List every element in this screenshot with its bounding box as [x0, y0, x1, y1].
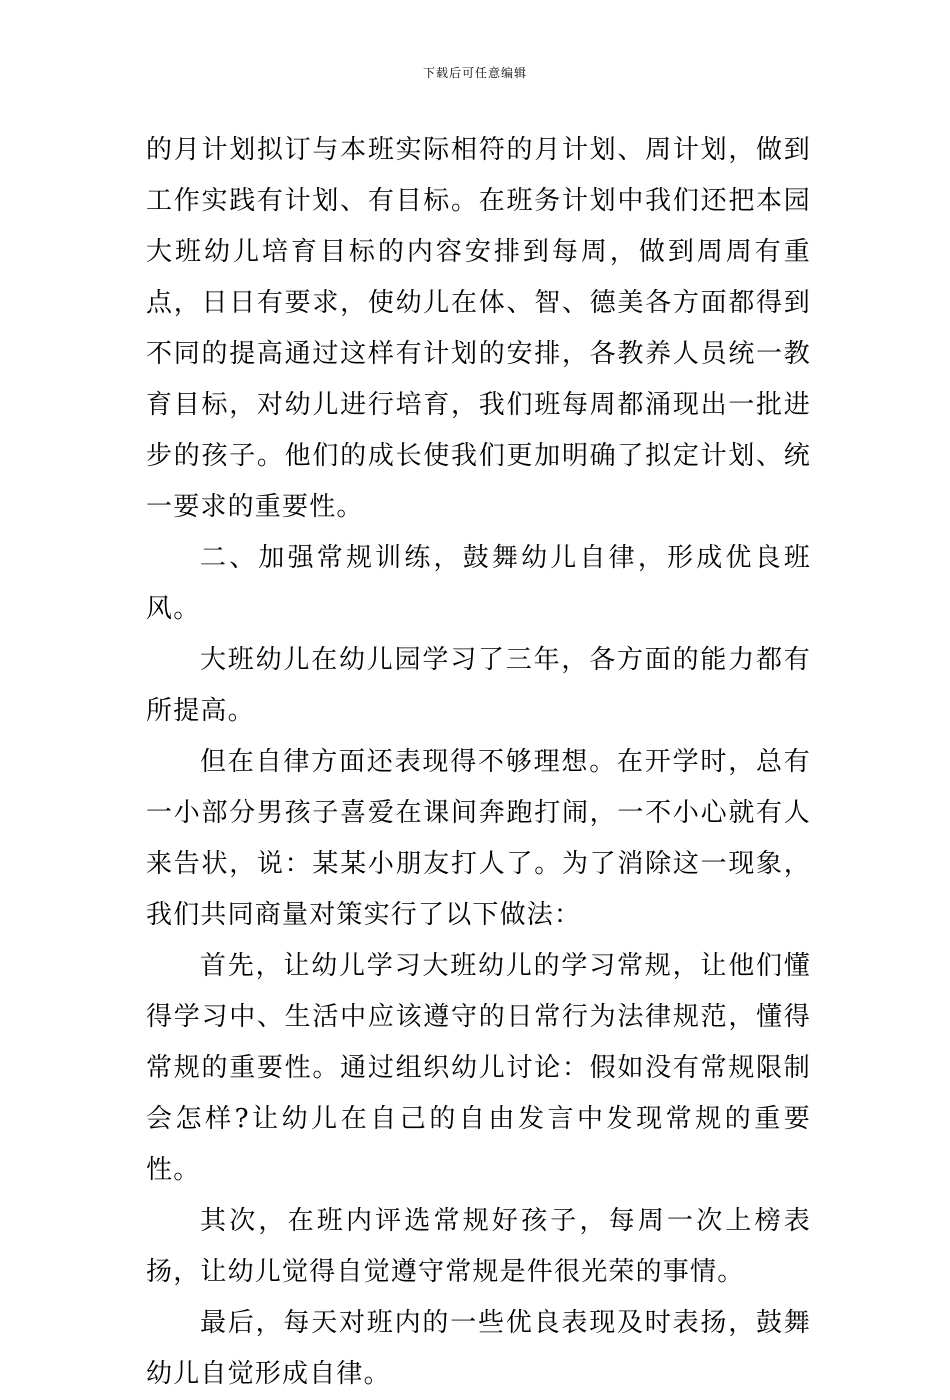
paragraph: 最后，每天对班内的一些优良表现及时表扬，鼓舞幼儿自觉形成自律。	[146, 1308, 811, 1389]
paragraph: 大班幼儿在幼儿园学习了三年，各方面的能力都有所提高。	[146, 645, 811, 726]
paragraph: 其次，在班内评选常规好孩子，每周一次上榜表扬，让幼儿觉得自觉遵守常规是件很光荣的事情。	[146, 1206, 811, 1287]
paragraph-continuation: 的月计划拟订与本班实际相符的月计划、周计划，做到工作实践有计划、有目标。在班务计划中我们还把本园大班幼儿培育目标的内容安排到每周，做到周周有重点，日日有要求，使幼儿在体、智、德美各方面都得到不同的提高通过这样有计划的安排，各教养人员统一教育目标，对幼儿进行培育，我们班每周都涌现出一批进步的孩子。他们的成长使我们更加明确了拟定计划、统一要求的重要性。	[146, 135, 811, 522]
paragraph: 首先，让幼儿学习大班幼儿的学习常规，让他们懂得学习中、生活中应该遵守的日常行为法律规范，懂得常规的重要性。通过组织幼儿讨论：假如没有常规限制会怎样?让幼儿在自己的自由发言中发现常规的重要性。	[146, 951, 811, 1185]
section-heading: 二、加强常规训练，鼓舞幼儿自律，形成优良班风。	[146, 543, 811, 624]
header-note: 下载后可任意编辑	[422, 66, 527, 80]
document-body	[146, 125, 811, 1400]
paragraph: 但在自律方面还表现得不够理想。在开学时，总有一小部分男孩子喜爱在课间奔跑打闹，一不小心就有人来告状，说：某某小朋友打人了。为了消除这一现象，我们共同商量对策实行了以下做法：	[146, 747, 811, 930]
